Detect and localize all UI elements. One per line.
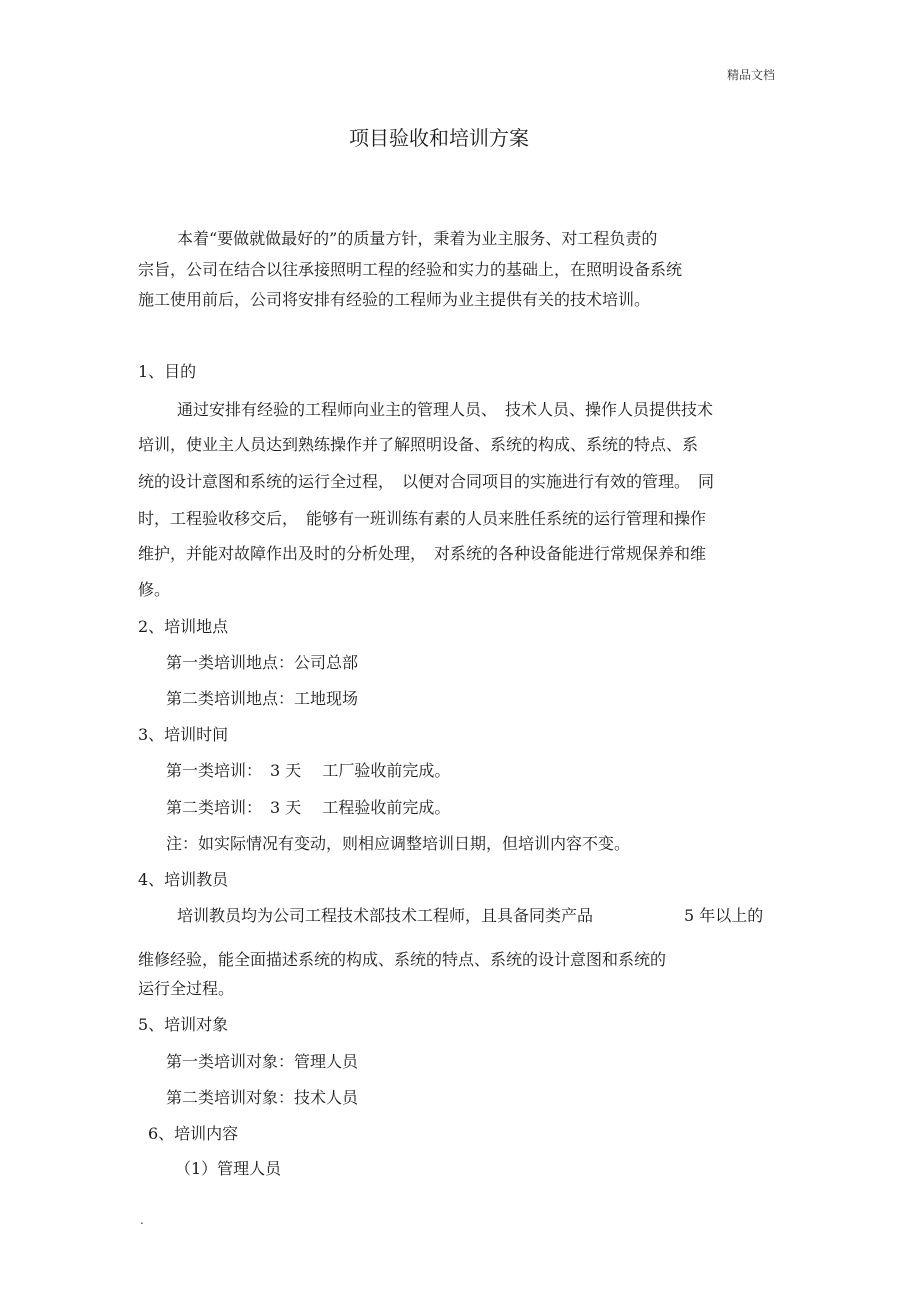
section-heading-purpose: 1、目的 <box>138 362 197 381</box>
section-heading-targets: 5、培训对象 <box>138 1015 229 1034</box>
instructors-line-3: 运行全过程。 <box>138 979 235 998</box>
targets-item-1: 第一类培训对象：管理人员 <box>166 1052 359 1071</box>
document-title: 项目验收和培训方案 <box>349 126 529 150</box>
time-item-1: 第一类培训： 3 天 工厂验收前完成。 <box>166 761 451 780</box>
time-note: 注：如实际情况有变动，则相应调整培训日期，但培训内容不变。 <box>166 834 631 853</box>
location-item-1: 第一类培训地点：公司总部 <box>166 653 359 672</box>
footer-dot: . <box>140 1213 144 1227</box>
targets-item-2: 第二类培训对象：技术人员 <box>166 1088 359 1107</box>
location-item-2: 第二类培训地点：工地现场 <box>166 689 359 708</box>
intro-line-1: 本着“要做就做最好的”的质量方针，秉着为业主服务、对工程负责的 <box>177 229 658 248</box>
section-heading-content: 6、培训内容 <box>148 1124 239 1143</box>
purpose-line-5: 维护，并能对故障作出及时的分析处理， 对系统的各种设备能进行常规保养和维 <box>138 544 707 563</box>
time-item-2: 第二类培训： 3 天 工程验收前完成。 <box>166 798 451 817</box>
intro-line-2: 宗旨，公司在结合以往承接照明工程的经验和实力的基础上，在照明设备系统 <box>138 260 683 279</box>
section-heading-location: 2、培训地点 <box>138 617 229 636</box>
purpose-line-2: 培训，使业主人员达到熟练操作并了解照明设备、系统的构成、系统的特点、系 <box>138 435 699 454</box>
header-label: 精品文档 <box>727 68 776 82</box>
purpose-line-4: 时，工程验收移交后， 能够有一班训练有素的人员来胜任系统的运行管理和操作 <box>138 509 707 528</box>
content-sub-management: （1）管理人员 <box>175 1159 282 1178</box>
purpose-line-6: 修。 <box>138 580 171 599</box>
instructors-line-1-left: 培训教员均为公司工程技术部技术工程师，且具备同类产品 <box>177 906 594 925</box>
instructors-line-1-right: 5 年以上的 <box>684 906 764 925</box>
section-heading-time: 3、培训时间 <box>138 725 229 744</box>
instructors-line-2: 维修经验，能全面描述系统的构成、系统的特点、系统的设计意图和系统的 <box>138 950 667 969</box>
intro-line-3: 施工使用前后，公司将安排有经验的工程师为业主提供有关的技术培训。 <box>138 290 651 309</box>
purpose-line-1: 通过安排有经验的工程师向业主的管理人员、 技术人员、操作人员提供技术 <box>177 400 714 419</box>
section-heading-instructors: 4、培训教员 <box>138 870 229 889</box>
purpose-line-3: 统的设计意图和系统的运行全过程， 以便对合同项目的实施进行有效的管理。 同 <box>138 472 715 491</box>
